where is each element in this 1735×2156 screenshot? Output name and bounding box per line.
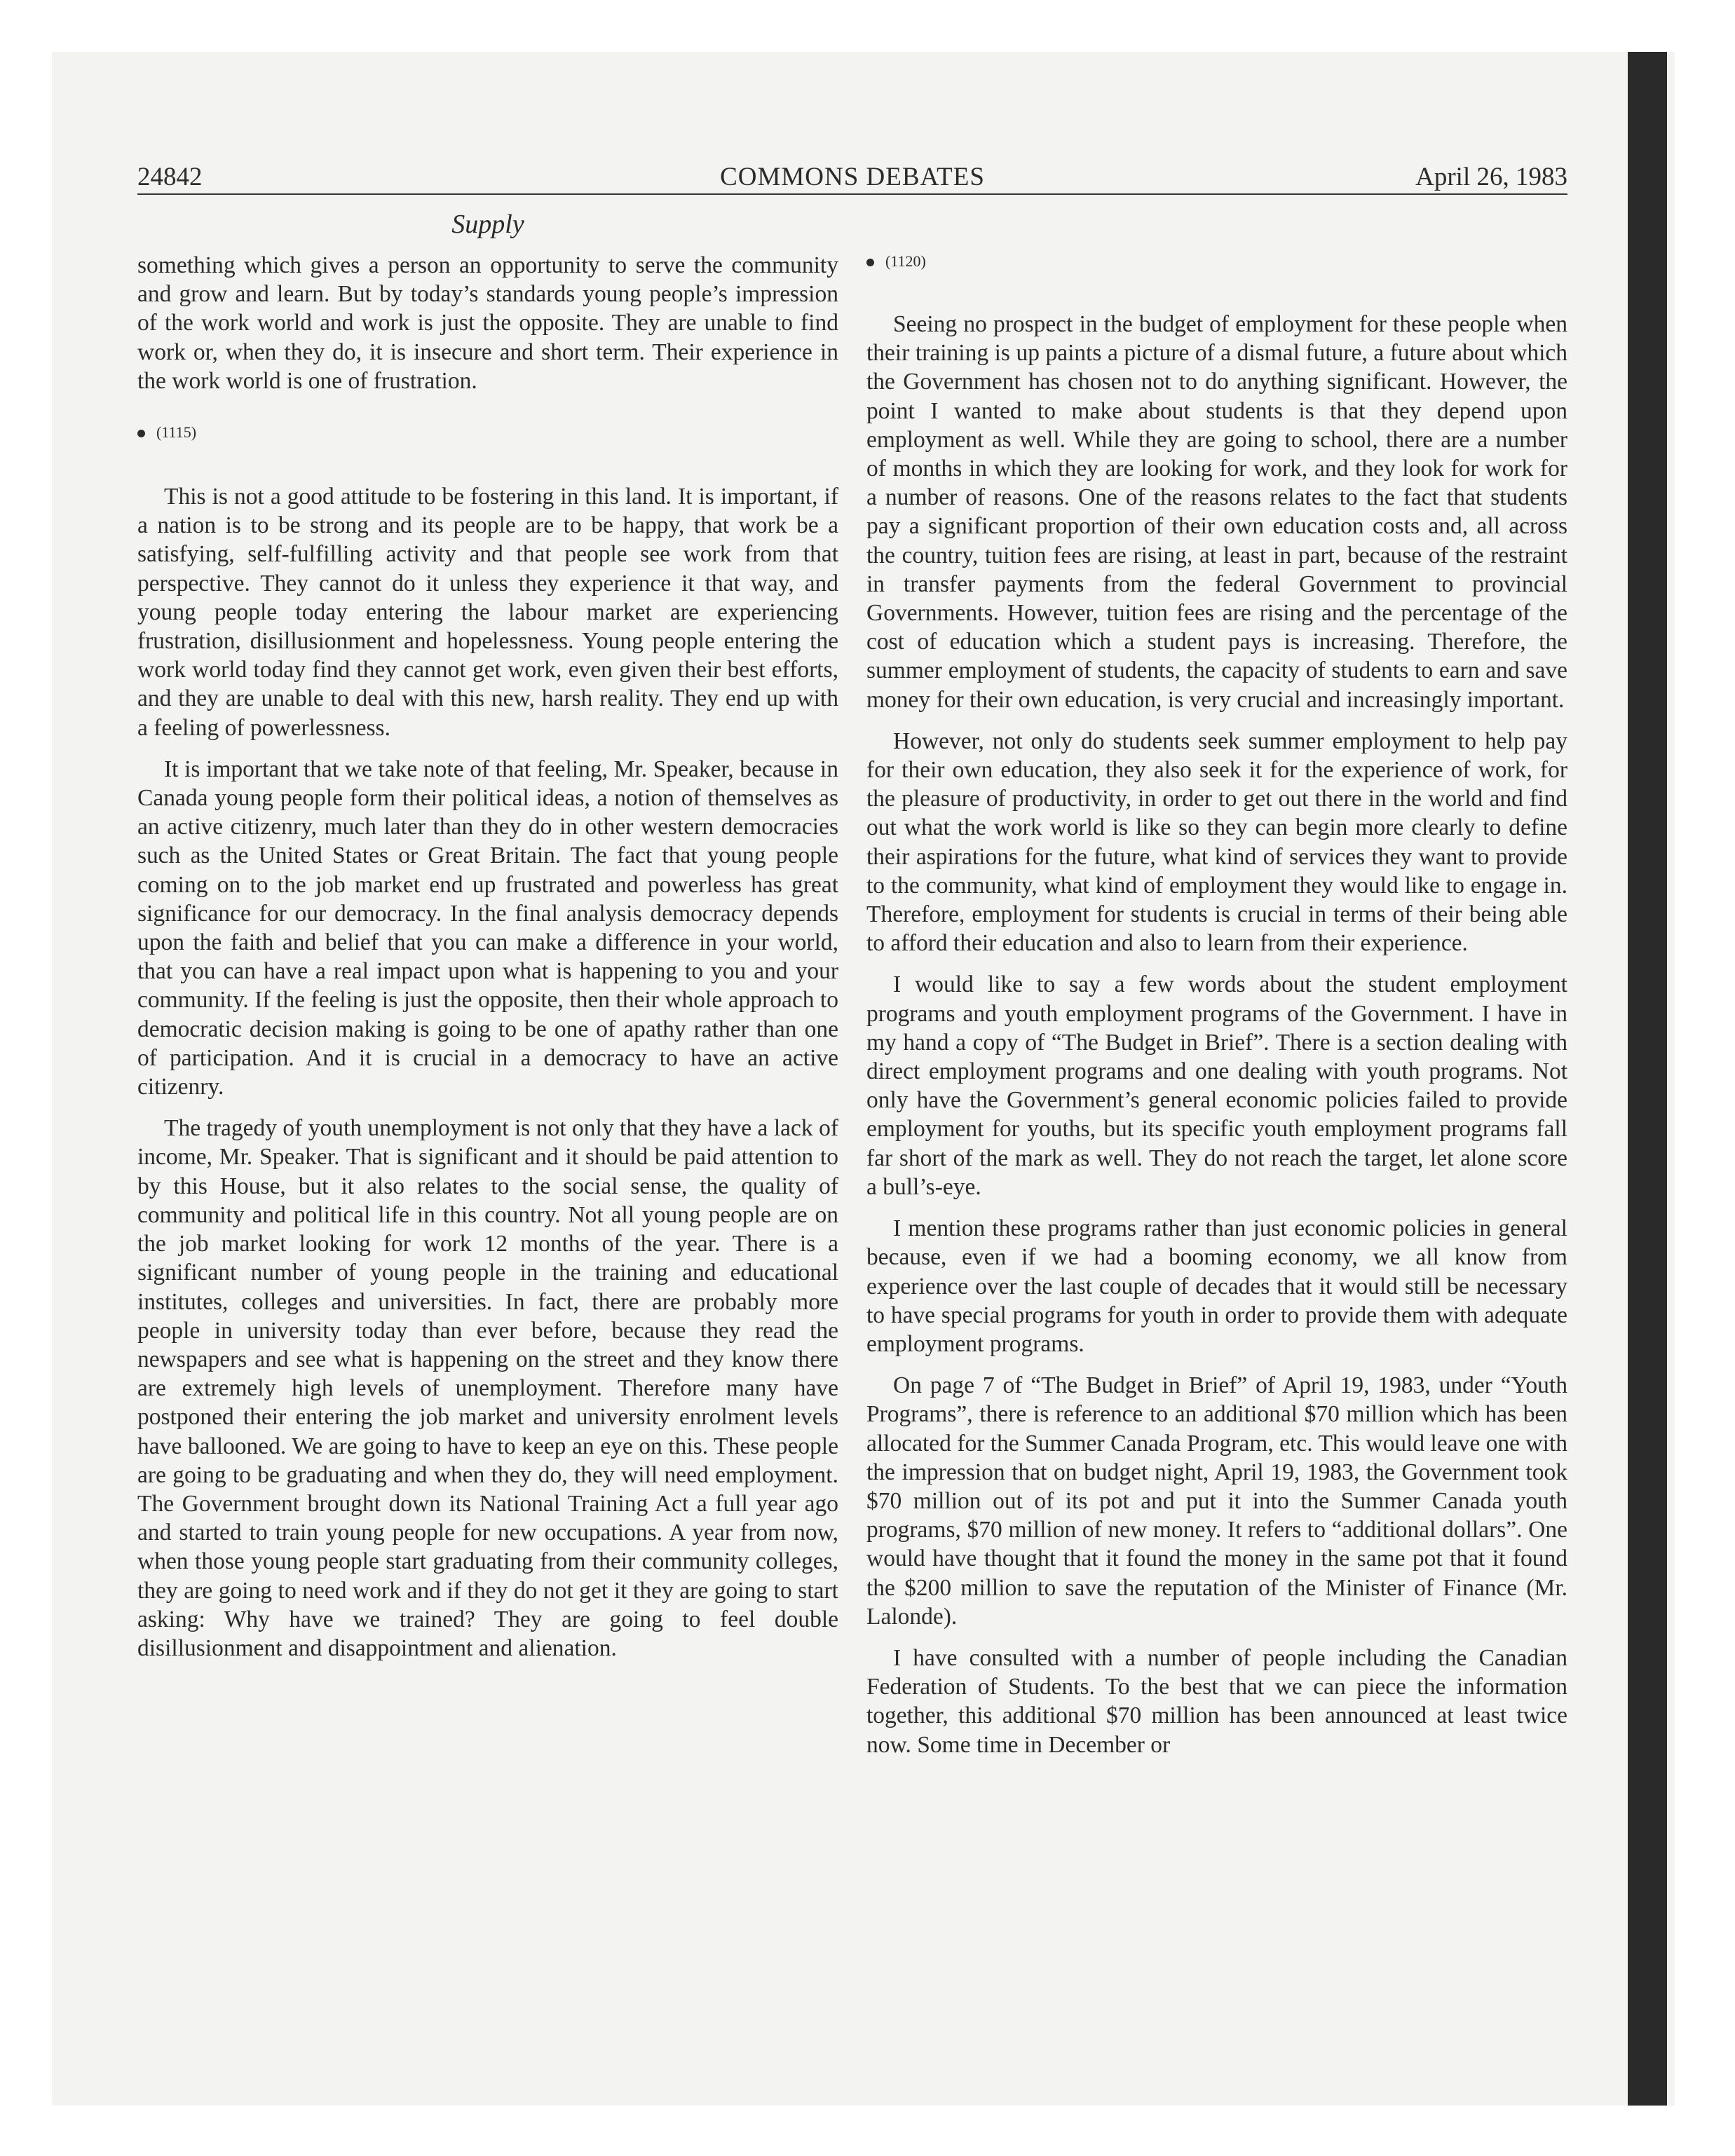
time-marker-label: (1120) (885, 252, 926, 270)
page-number: 24842 (137, 163, 203, 191)
paragraph: However, not only do students seek summer employment to help pay for their own education, they also seek it for the experience of work, for the pleasure of productivity, in order to get out there in the world and find out what the work world is like so they can begin more clearly to define their aspirations for the future, what kind of services they want to provide to the community, what kind of employment they would like to engage in. Therefore, employment for students is crucial in terms of their being able to afford their education and also to learn from their experience. (866, 728, 1567, 957)
paragraph: I have consulted with a number of people including the Canadian Federation of Students. To the best that we can piece the information together, this additional $70 million has been announced at least twice now. Some time in December or (866, 1644, 1567, 1758)
time-marker (866, 251, 1567, 272)
paragraph: I would like to say a few words about the student employment programs and youth employment programs of the Government. I have in my hand a copy of “The Budget in Brief”. There is a section dealing with direct employment programs and one dealing with youth programs. Not only have the Government’s general economic policies failed to provide employment for youths, but its specific youth employment programs fall far short of the mark as well. They do not reach the target, let alone score a bull’s-eye. (866, 971, 1567, 1200)
paragraph: The tragedy of youth unemployment is not only that they have a lack of income, Mr. Speaker. That is significant and it should be paid attention to by this House, but it also relates to the social sense, the quality of community and political life in this country. Not all young people are on the job market looking for work 12 months of the year. There is a significant number of young people in the training and educational institutes, colleges and universities. In fact, there are probably more people in university today than ever before, because they read the newspapers and see what is happening on the street and they know there are extremely high levels of unemployment. Therefore many have postponed their entering the job market and university enrolment levels have ballooned. We are going to have to keep an eye on this. These people are going to be graduating and when they do, they will need employment. The Government brought down its National Training Act a full year ago and started to train young people for new occupations. A year from now, when those young people start graduating from their community colleges, they are going to need work and if they do not get it they are going to start asking: Why have we trained? They are going to feel double disillusionment and disappointment and alienation. (137, 1115, 838, 1661)
bullet-icon (866, 259, 874, 266)
bullet-icon (137, 430, 145, 437)
time-marker (137, 422, 838, 443)
paragraph: something which gives a person an opportunity to serve the community and grow and learn. But by today’s standards young people’s impression of the work world and work is just the opposite. They are unable to find work or, when they do, it is insecure and short term. Their experience in the work world is one of frustration. (137, 252, 838, 394)
page-header (137, 160, 1567, 195)
paragraph: I mention these programs rather than just economic policies in general because, even if we had a booming economy, we all know from experience over the last couple of decades that it would still be necessary to have special programs for youth in order to provide them with adequate employment programs. (866, 1215, 1567, 1357)
left-column (137, 251, 838, 1675)
paragraph: Seeing no prospect in the budget of employment for these people when their training is up paints a picture of a dismal future, a future about which the Government has chosen not to do anything significant. However, the point I wanted to make about students is that they depend upon employment as well. While they are going to school, there are a number of months in which they are looking for work, and they look for work for a number of reasons. One of the reasons relates to the fact that students pay a significant proportion of their own education costs and, all across the country, tuition fees are rising, at least in part, because of the restraint in transfer payments from the federal Government to provincial Governments. However, tuition fees are rising and the percentage of the cost of education which a student pays is increasing. Therefore, the summer employment of students, the capacity of students to earn and save money for their own education, is very crucial and increasingly important. (866, 311, 1567, 713)
header-rule (137, 193, 1567, 195)
right-column (866, 251, 1567, 1772)
section-title: Supply (451, 210, 524, 239)
time-marker-label: (1115) (156, 423, 197, 442)
paragraph: It is important that we take note of that feeling, Mr. Speaker, because in Canada young people form their political ideas, a notion of themselves as an active citizenry, much later than they do in other western democracies such as the United States or Great Britain. The fact that young people coming on to the job market end up frustrated and powerless has great significance for our democracy. In the final analysis democracy depends upon the faith and belief that you can make a difference in your world, that you can have a real impact upon what is happening to you and your community. If the feeling is just the opposite, then their whole approach to democratic decision making is going to be one of apathy rather than one of participation. And it is crucial in a democracy to have an active citizenry. (137, 756, 838, 1100)
scan-edge-shadow (1628, 52, 1667, 2106)
running-title: COMMONS DEBATES (720, 163, 985, 191)
paragraph: On page 7 of “The Budget in Brief” of April 19, 1983, under “Youth Programs”, there is reference to an additional $70 million which has been allocated for the Summer Canada Program, etc. This would leave one with the impression that on budget night, April 19, 1983, the Government took $70 million out of its pot and put it into the Summer Canada youth programs, $70 million of new money. It refers to “additional dollars”. One would have thought that it found the money in the same pot that it found the $200 million to save the reputation of the Minister of Finance (Mr. Lalonde). (866, 1372, 1567, 1630)
paragraph: This is not a good attitude to be fostering in this land. It is important, if a nation is to be strong and its people are to be happy, that work be a satisfying, self-fulfilling activity and that people see work from that perspective. They cannot do it unless they experience it that way, and young people today entering the labour market are experiencing frustration, disillusionment and hopelessness. Young people entering the work world today find they cannot get work, even given their best efforts, and they are unable to deal with this new, harsh reality. They end up with a feeling of powerlessness. (137, 484, 838, 741)
page-date: April 26, 1983 (1415, 163, 1567, 191)
